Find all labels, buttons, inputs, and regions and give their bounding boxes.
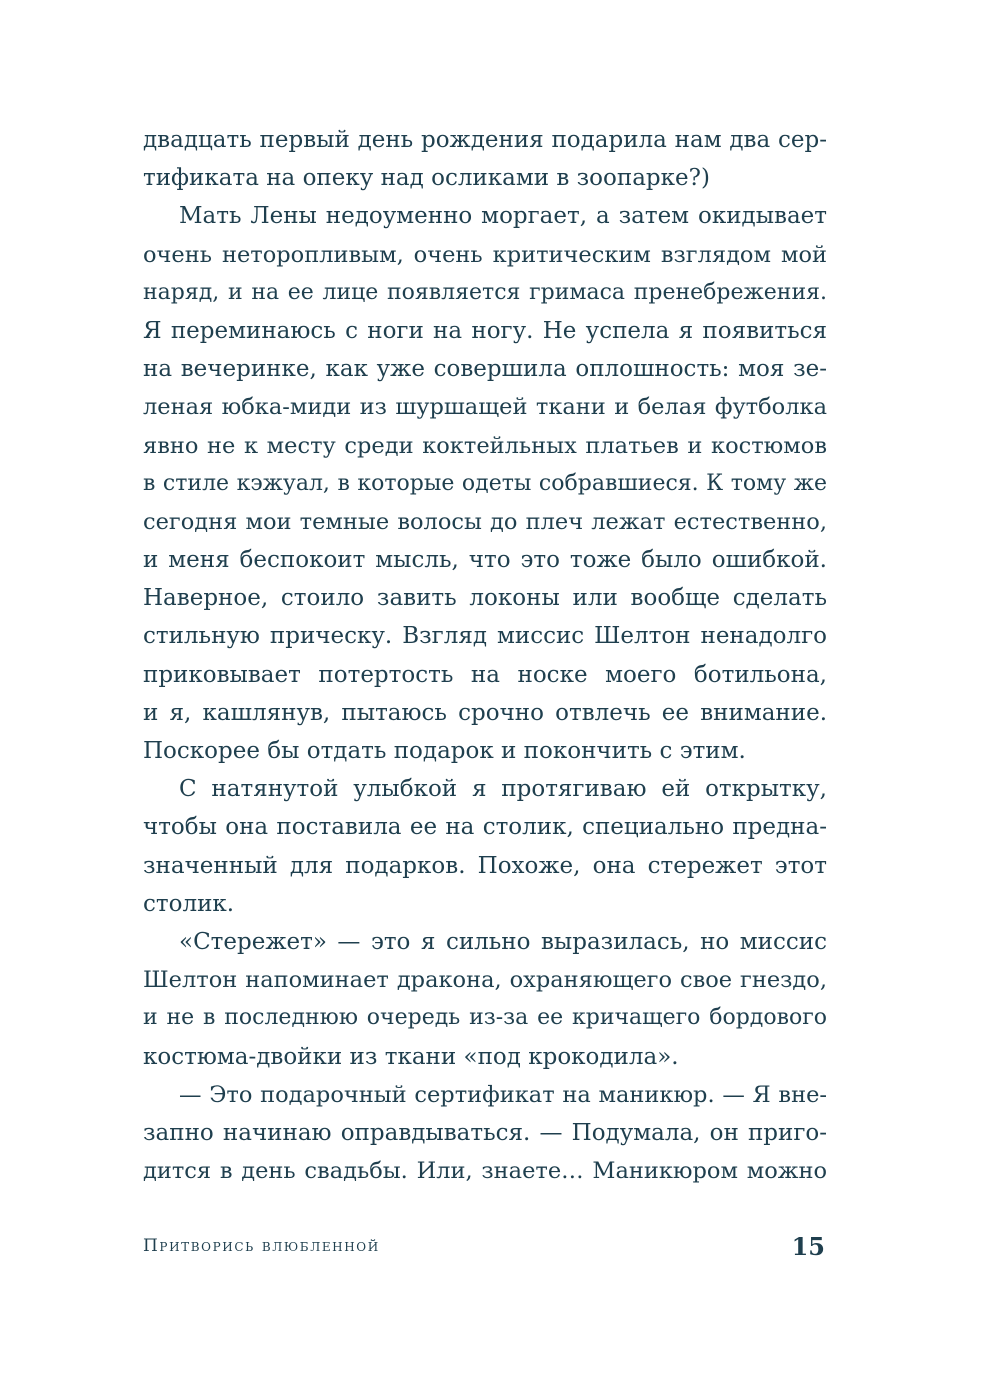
text-line: запно начинаю оправдываться. — Подумала, он приго- (143, 1119, 827, 1146)
text-line: стильную прическу. Взгляд миссис Шелтон ненадолго (143, 623, 827, 650)
text-line: Наверное, стоило завить локоны или вообще сделать (143, 585, 827, 612)
text-line: дится в день свадьбы. Или, знаете… Маникюром можно (143, 1158, 827, 1185)
text-line: в стиле кэжуал, в которые одеты собравшиеся. К тому же (143, 470, 827, 496)
text-line: очень неторопливым, очень критическим взглядом мой (143, 241, 827, 268)
text-line: «Стережет» — это я сильно выразилась, но миссис (179, 928, 827, 955)
text-line: тификата на опеку над осликами в зоопарке?) (143, 165, 710, 192)
text-line: наряд, и на ее лице появляется гримаса пренебрежения. (143, 279, 827, 305)
text-line: столик. (143, 890, 235, 917)
text-line: явно не к месту среди коктейльных платьев и костюмов (143, 432, 827, 459)
text-line: — Это подарочный сертификат на маникюр. — Я вне- (179, 1081, 827, 1108)
text-line: Я переминаюсь с ноги на ногу. Не успела я появиться (143, 317, 827, 344)
page-footer (143, 1232, 827, 1262)
text-line: Шелтон напоминает дракона, охраняющего свое гнездо, (143, 967, 827, 994)
text-line: и не в последнюю очередь из-за ее кричащего бордового (143, 1005, 827, 1031)
text-line: костюма-двойки из ткани «под крокодила». (143, 1043, 679, 1070)
text-line: на вечеринке, как уже совершила оплошность: моя зе- (143, 356, 827, 383)
text-line: чтобы она поставила ее на столик, специально предна- (143, 814, 827, 841)
text-line: приковывает потертость на носке моего ботильона, (143, 661, 827, 688)
text-line: леная юбка-миди из шуршащей ткани и белая футболка (143, 394, 827, 421)
text-line: сегодня мои темные волосы до плеч лежат естественно, (143, 508, 827, 535)
text-line: и я, кашлянув, пытаюсь срочно отвлечь ее внимание. (143, 699, 827, 726)
running-title: Притворись влюбленной (143, 1236, 380, 1256)
text-line: С натянутой улыбкой я протягиваю ей открытку, (179, 776, 827, 803)
page-number: 15 (791, 1232, 825, 1261)
body-text (143, 121, 827, 1190)
text-line: и меня беспокоит мысль, что это тоже было ошибкой. (143, 547, 827, 574)
text-line: Поскорее бы отдать подарок и покончить с этим. (143, 738, 746, 764)
text-line: значенный для подарков. Похоже, она стережет этот (143, 852, 827, 879)
text-line: двадцать первый день рождения подарила нам два сер- (143, 127, 827, 153)
text-line: Мать Лены недоуменно моргает, а затем окидывает (179, 203, 827, 230)
